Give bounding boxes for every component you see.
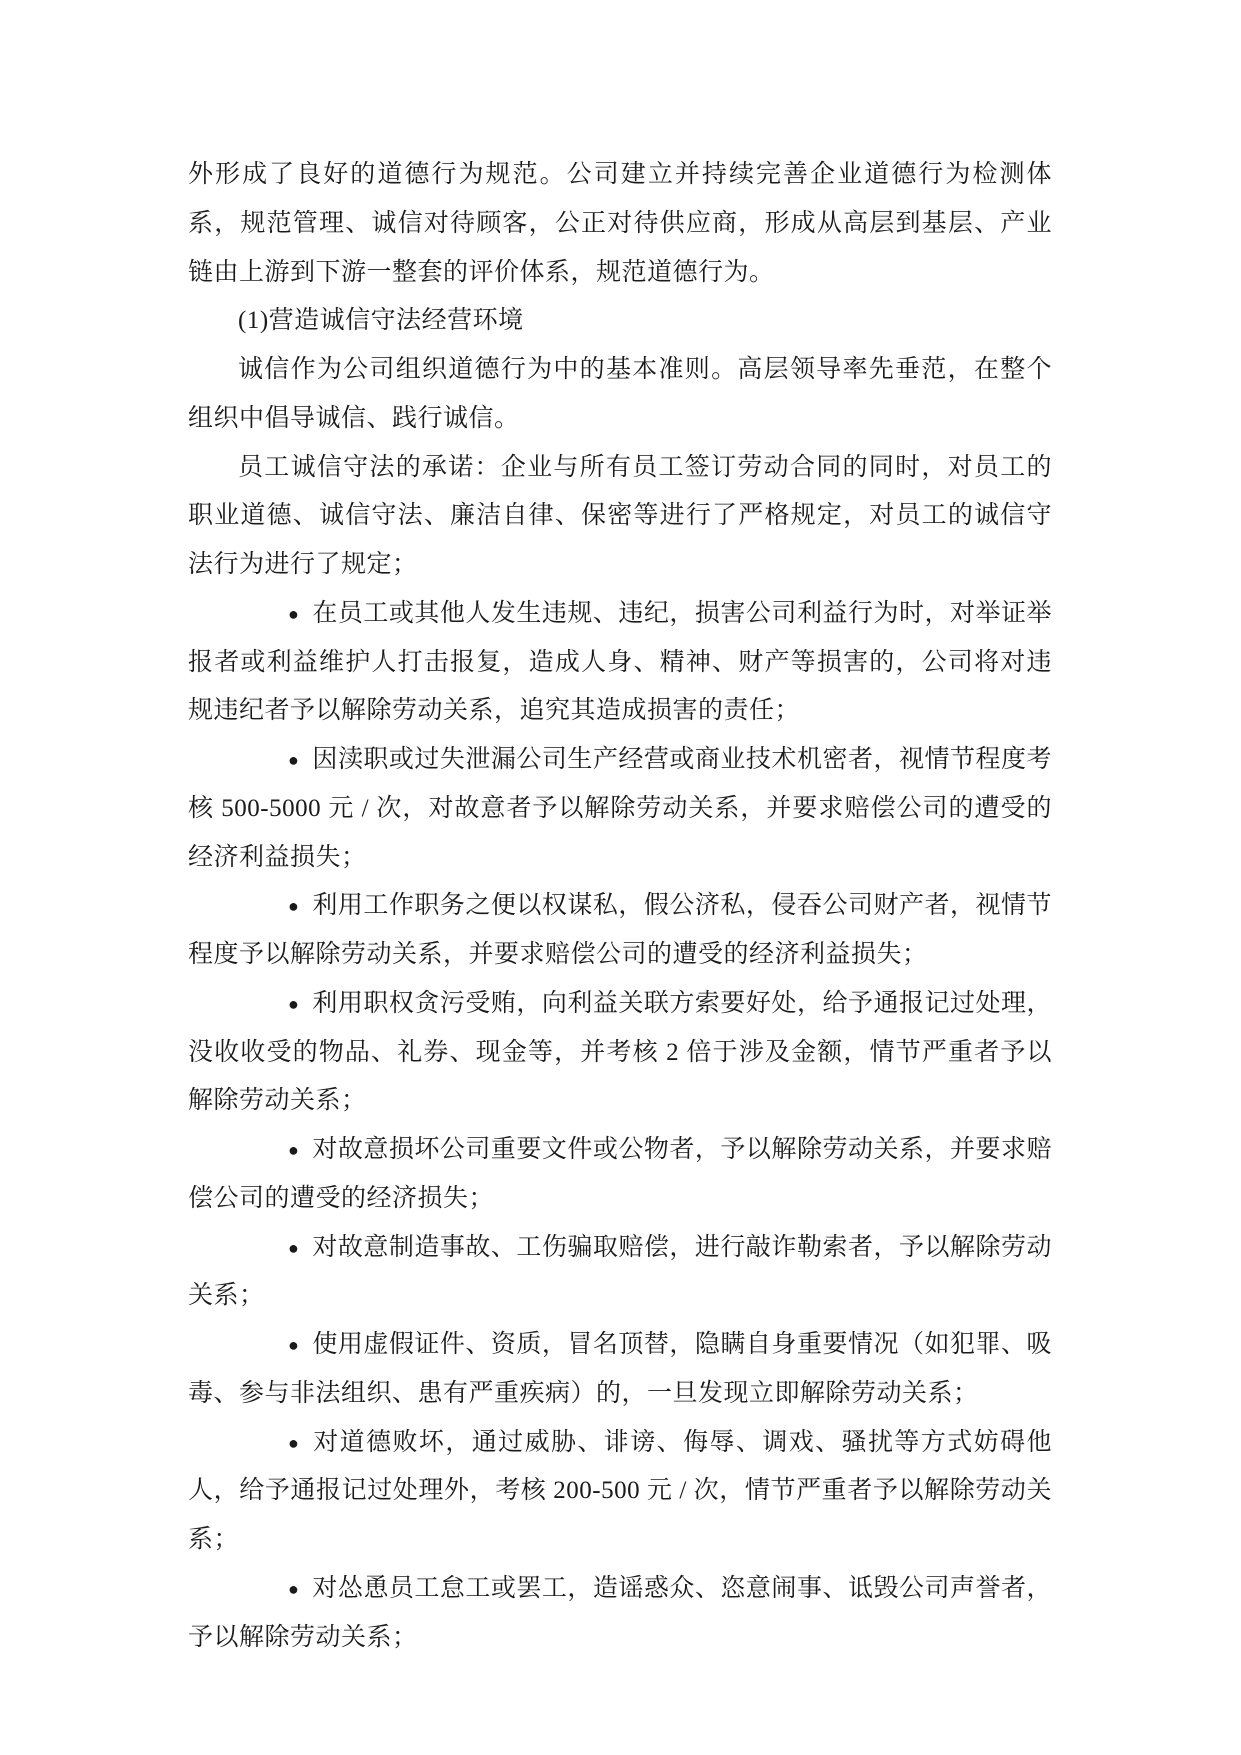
bullet-text: 对故意制造事故、工伤骗取赔偿，进行敲诈勒索者，予以解除劳动关系； xyxy=(188,1233,1052,1310)
bullet-icon: ● xyxy=(288,1237,300,1258)
bullet-paragraph xyxy=(188,736,1052,882)
bullet-text: 利用职权贪污受贿，向利益关联方索要好处，给予通报记过处理，没收收受的物品、礼券、现金等，并考核 2 倍于涉及金额，情节严重者予以解除劳动关系； xyxy=(188,989,1052,1115)
bullet-text: 对故意损坏公司重要文件或公物者，予以解除劳动关系，并要求赔偿公司的遭受的经济损失； xyxy=(188,1136,1052,1212)
bullet-icon: ● xyxy=(288,1578,300,1599)
bullet-paragraph xyxy=(188,1126,1052,1224)
bullet-text: 对怂恿员工怠工或罢工，造谣惑众、恣意闹事、诋毁公司声誉者，予以解除劳动关系； xyxy=(188,1574,1052,1651)
paragraph: (1)营造诚信守法经营环境 xyxy=(238,307,524,335)
bullet-icon: ● xyxy=(288,603,300,624)
paragraph: 诚信作为公司组织道德行为中的基本准则。高层领导率先垂范，在整个组织中倡导诚信、践行诚信。 xyxy=(188,356,1052,432)
bullet-text: 对道德败坏，通过威胁、诽谤、侮辱、调戏、骚扰等方式妨碍他人，给予通报记过处理外，考核 200-500 元 / 次，情节严重者予以解除劳动关系； xyxy=(188,1428,1052,1553)
bullet-paragraph xyxy=(188,1565,1052,1663)
bullet-icon: ● xyxy=(288,750,300,770)
bullet-paragraph xyxy=(188,1224,1052,1322)
bullet-text: 使用虚假证件、资质，冒名顶替，隐瞒自身重要情况（如犯罪、吸毒、参与非法组织、患有严重疾病）的，一旦发现立即解除劳动关系； xyxy=(188,1331,1052,1407)
bullet-paragraph xyxy=(188,1321,1052,1419)
bullet-text: 在员工或其他人发生违规、违纪，损害公司利益行为时，对举证举报者或利益维护人打击报复，造成人身、精神、财产等损害的，公司将对违规违纪者予以解除劳动关系，追究其造成损害的责任； xyxy=(188,599,1052,725)
bullet-paragraph xyxy=(188,980,1052,1126)
paragraph: 外形成了良好的道德行为规范。公司建立并持续完善企业道德行为检测体系，规范管理、诚信对待顾客，公正对待供应商，形成从高层到基层、产业链由上游到下游一整套的评价体系，规范道德行为。 xyxy=(188,161,1052,286)
bullet-paragraph xyxy=(188,882,1052,980)
bullet-icon: ● xyxy=(288,1432,300,1453)
paragraph: 员工诚信守法的承诺：企业与所有员工签订劳动合同的同时，对员工的职业道德、诚信守法、廉洁自律、保密等进行了严格规定，对员工的诚信守法行为进行了规定； xyxy=(188,453,1052,578)
bullet-text: 因渎职或过失泄漏公司生产经营或商业技术机密者，视情节程度考核 500-5000 元 / 次，对故意者予以解除劳动关系，并要求赔偿公司的遭受的经济利益损失； xyxy=(188,746,1052,871)
bullet-icon: ● xyxy=(288,993,300,1014)
bullet-icon: ● xyxy=(288,896,300,917)
bullet-paragraph xyxy=(188,590,1052,736)
bullet-text: 利用工作职务之便以权谋私，假公济私，侵吞公司财产者，视情节程度予以解除劳动关系，并要求赔偿公司的遭受的经济利益损失； xyxy=(188,892,1052,968)
bullet-icon: ● xyxy=(288,1335,300,1355)
bullet-paragraph xyxy=(188,1419,1052,1565)
document-body xyxy=(188,151,1052,1662)
bullet-icon: ● xyxy=(288,1140,300,1160)
